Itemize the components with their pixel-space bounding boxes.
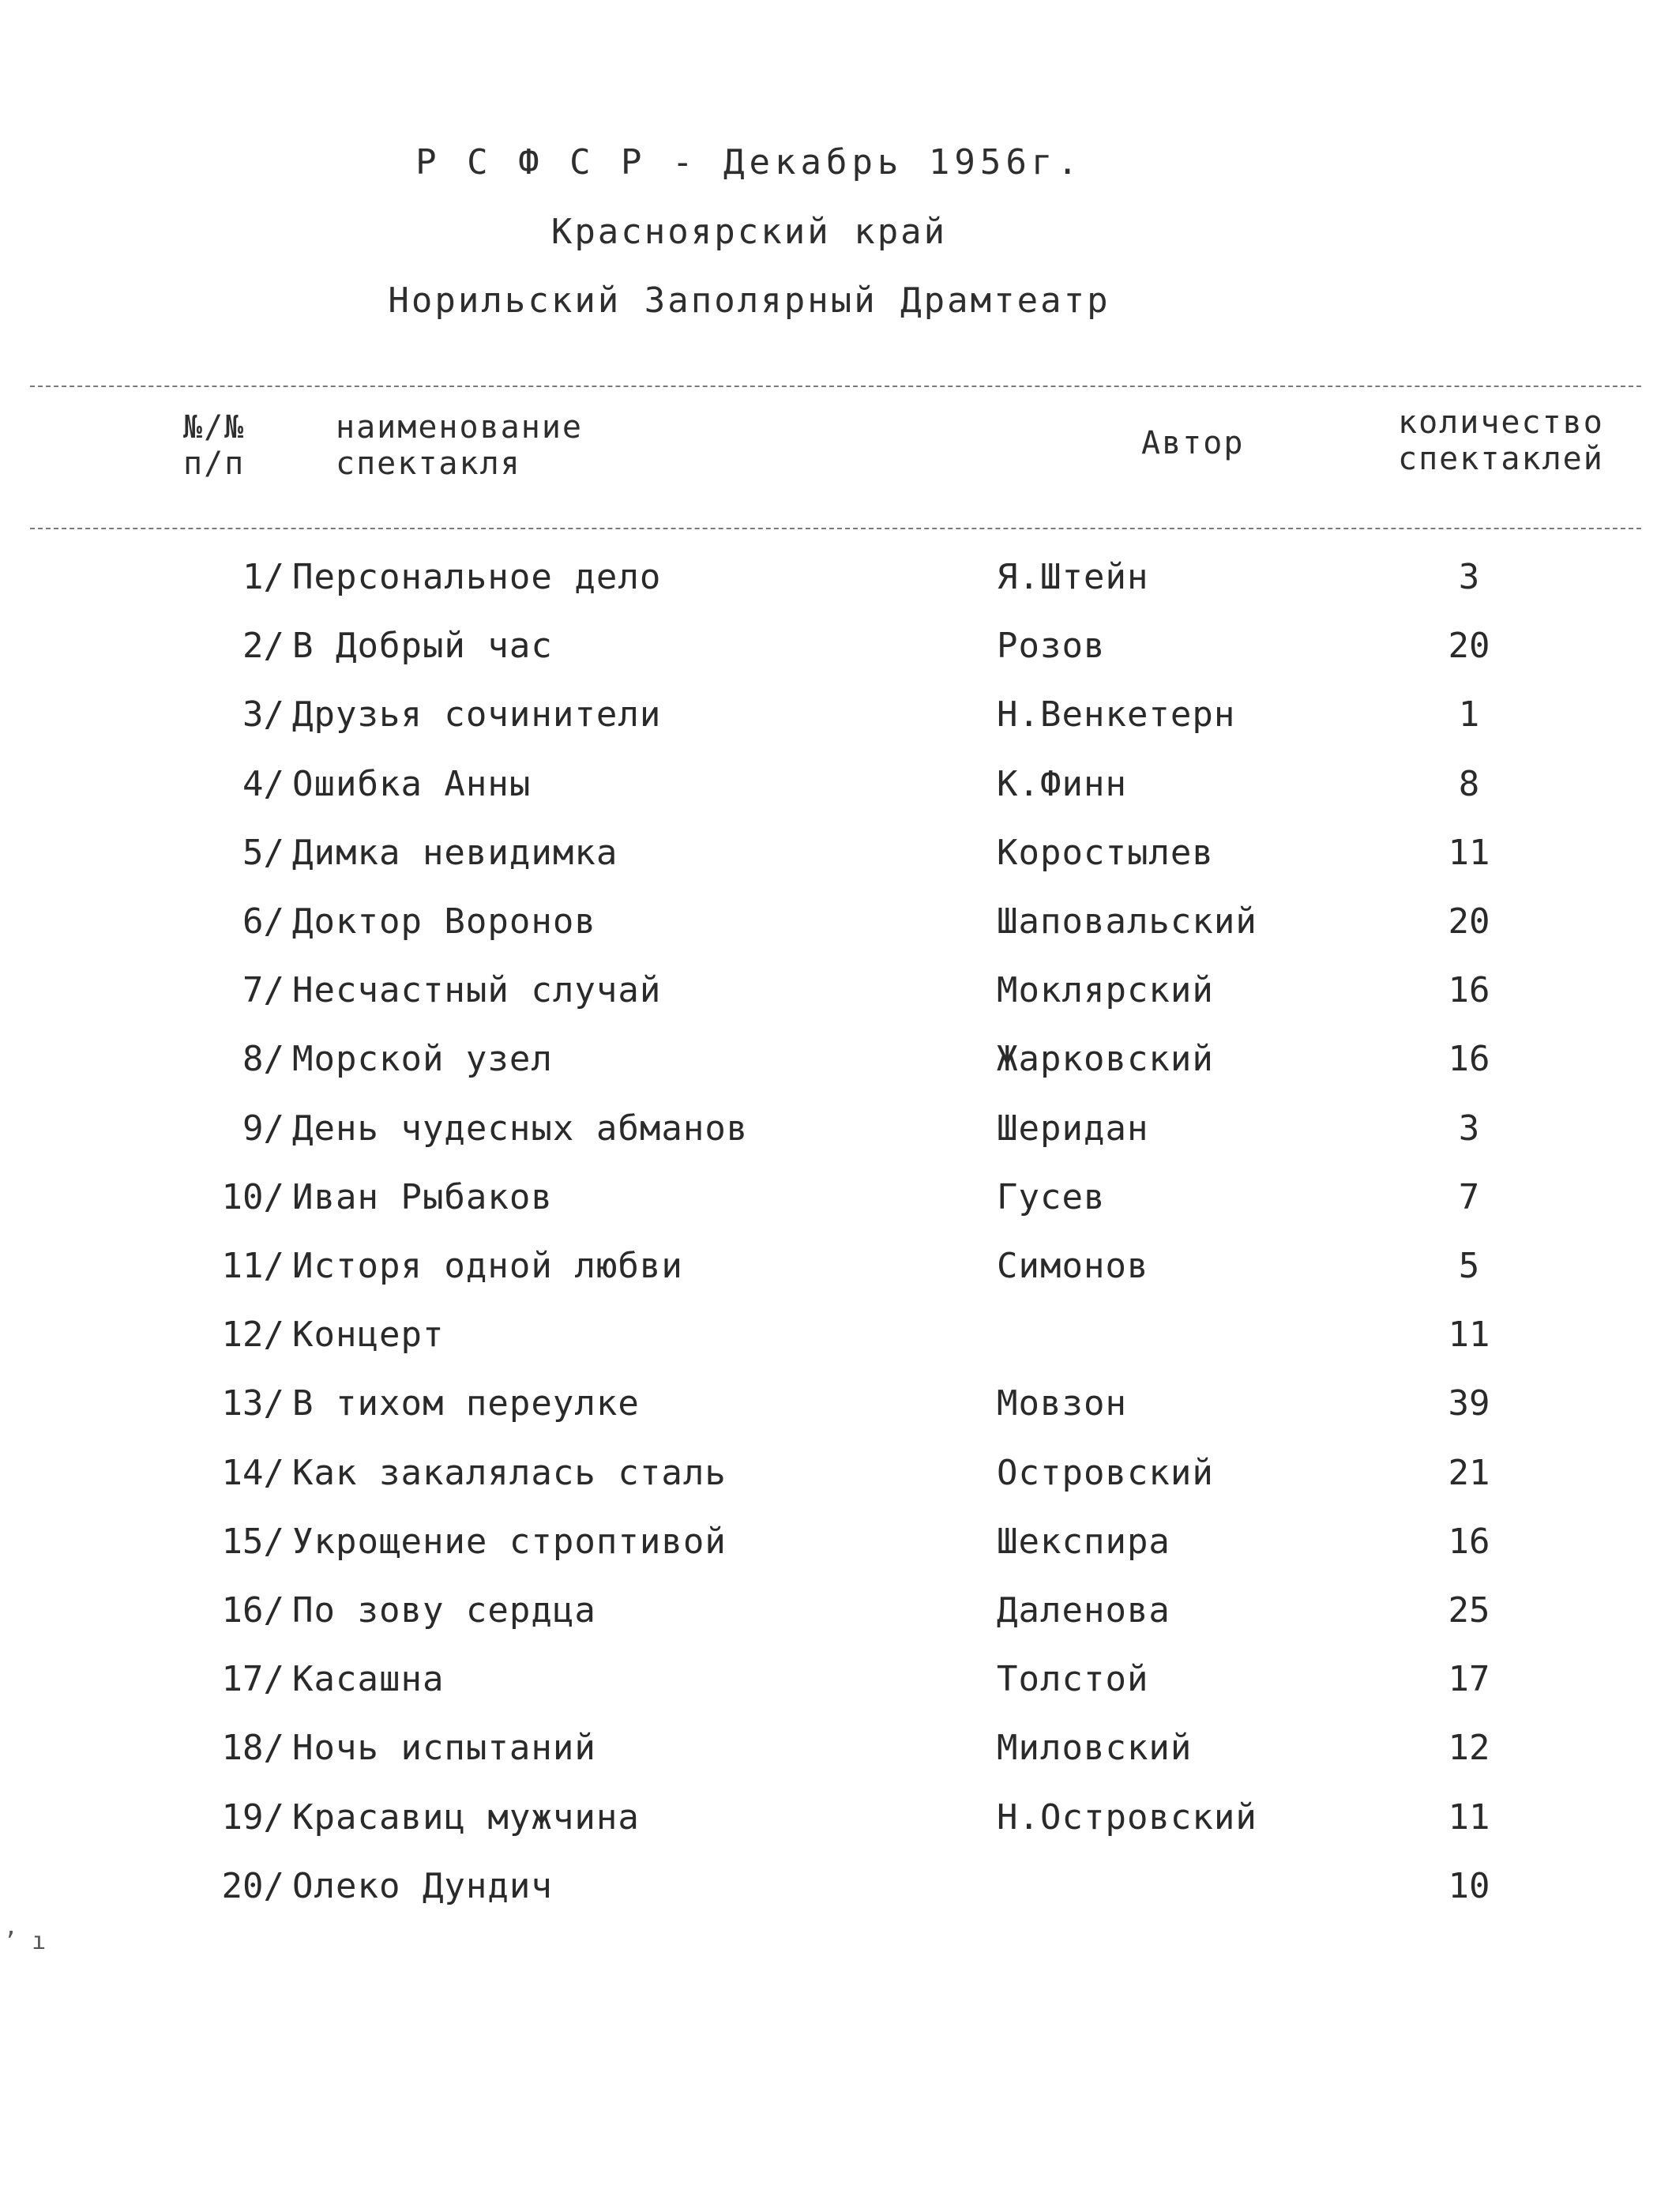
row-title: Укрощение строптивой (292, 1521, 727, 1562)
row-author: Гусев (997, 1176, 1106, 1217)
row-count: 7 (1458, 1176, 1480, 1217)
row-number: 11/ (221, 1246, 284, 1286)
row-author: Мовзон (997, 1383, 1127, 1424)
row-count: 20 (1448, 626, 1490, 667)
row-author: Миловский (997, 1728, 1193, 1769)
column-header-author: Автор (1141, 425, 1245, 461)
row-title: По зову сердца (292, 1590, 596, 1631)
table-row (0, 1039, 1672, 1102)
row-title: Исторя одной любви (292, 1246, 683, 1286)
row-number: 6/ (242, 901, 284, 942)
row-number: 14/ (221, 1452, 284, 1493)
table-row (0, 1659, 1672, 1722)
table-row (0, 1728, 1672, 1791)
table-row (0, 970, 1672, 1033)
column-header-number (183, 409, 278, 482)
table-top-rule (30, 386, 1641, 387)
table-row (0, 833, 1672, 896)
row-author: Островский (997, 1452, 1214, 1493)
table-row (0, 626, 1672, 689)
row-author: Н.Островский (997, 1796, 1257, 1838)
row-author: Моклярский (997, 970, 1214, 1011)
table-row (0, 1866, 1672, 1929)
column-header-count (1398, 404, 1635, 477)
table-row (0, 901, 1672, 965)
column-header-number-line2: п/п (183, 446, 246, 482)
row-number: 20/ (221, 1865, 284, 1906)
row-title: В тихом переулке (292, 1383, 640, 1424)
row-count: 3 (1458, 557, 1480, 597)
row-number: 19/ (221, 1796, 284, 1838)
document-title: Р С Ф С Р - Декабрь 1956г. (415, 142, 1083, 182)
row-number: 18/ (221, 1728, 284, 1769)
table-row (0, 557, 1672, 620)
row-title: Друзья сочинители (292, 694, 662, 735)
row-count: 20 (1448, 901, 1490, 942)
column-header-number-line1: №/№ (183, 409, 246, 446)
row-author: К.Финн (997, 763, 1127, 804)
column-header-title-line2: спектакля (336, 446, 521, 482)
row-author: Н.Венкетерн (997, 694, 1236, 735)
row-count: 11 (1448, 1796, 1490, 1838)
row-count: 25 (1448, 1590, 1490, 1631)
row-number: 1/ (242, 557, 284, 597)
row-count: 17 (1448, 1659, 1490, 1700)
row-title: Иван Рыбаков (292, 1176, 553, 1217)
document-organization: Норильский Заполярный Драмтеатр (388, 280, 1110, 321)
row-count: 21 (1448, 1452, 1490, 1493)
row-number: 9/ (242, 1108, 284, 1149)
row-title: В Добрый час (292, 626, 553, 667)
table-row (0, 1177, 1672, 1240)
row-title: Касашна (292, 1659, 445, 1700)
row-number: 5/ (242, 832, 284, 873)
table-row (0, 1315, 1672, 1378)
row-count: 8 (1458, 763, 1480, 804)
row-author: Даленова (997, 1590, 1170, 1631)
row-count: 1 (1458, 694, 1480, 735)
row-title: Ночь испытаний (292, 1728, 596, 1769)
row-number: 8/ (242, 1039, 284, 1080)
row-number: 4/ (242, 763, 284, 804)
column-header-title (336, 409, 731, 482)
row-count: 39 (1448, 1383, 1490, 1424)
row-title: Красавиц мужчина (292, 1796, 640, 1838)
column-header-title-line1: наименование (336, 409, 583, 446)
column-header-count-line1: количество (1398, 404, 1604, 441)
row-title: Концерт (292, 1315, 445, 1356)
table-row (0, 1108, 1672, 1172)
row-number: 7/ (242, 970, 284, 1011)
row-title: Доктор Воронов (292, 901, 596, 942)
row-title: Несчастный случай (292, 970, 662, 1011)
document-region: Красноярский край (550, 212, 948, 252)
row-title: Ошибка Анны (292, 763, 532, 804)
row-title: Олеко Дундич (292, 1865, 553, 1906)
table-row (0, 1453, 1672, 1516)
row-author: Розов (997, 626, 1106, 667)
row-title: Димка невидимка (292, 832, 618, 873)
row-count: 11 (1448, 832, 1490, 873)
row-title: Морской узел (292, 1039, 553, 1080)
row-author: Шаповальский (997, 901, 1257, 942)
table-row (0, 1797, 1672, 1860)
row-author: Толстой (997, 1659, 1149, 1700)
table-row (0, 1522, 1672, 1585)
row-title: Персональное дело (292, 557, 662, 597)
row-number: 13/ (221, 1383, 284, 1424)
row-count: 12 (1448, 1728, 1490, 1769)
row-number: 3/ (242, 694, 284, 735)
row-count: 5 (1458, 1246, 1480, 1286)
row-number: 12/ (221, 1315, 284, 1356)
table-row (0, 764, 1672, 827)
row-author: Шеридан (997, 1108, 1149, 1149)
row-author: Коростылев (997, 832, 1214, 873)
row-number: 15/ (221, 1521, 284, 1562)
row-count: 10 (1448, 1865, 1490, 1906)
table-row (0, 1590, 1672, 1653)
row-author: Симонов (997, 1246, 1149, 1286)
row-author: Я.Штейн (997, 557, 1149, 597)
row-author: Шекспира (997, 1521, 1170, 1562)
table-row (0, 1383, 1672, 1446)
row-count: 16 (1448, 1039, 1490, 1080)
row-count: 16 (1448, 970, 1490, 1011)
row-count: 11 (1448, 1315, 1490, 1356)
table-row (0, 1246, 1672, 1309)
row-number: 2/ (242, 626, 284, 667)
row-author: Жарковский (997, 1039, 1214, 1080)
table-row (0, 694, 1672, 758)
row-title: День чудесных абманов (292, 1108, 749, 1149)
margin-mark: ’ ı (3, 1928, 47, 1955)
row-count: 16 (1448, 1521, 1490, 1562)
row-number: 10/ (221, 1176, 284, 1217)
row-count: 3 (1458, 1108, 1480, 1149)
row-number: 17/ (221, 1659, 284, 1700)
row-number: 16/ (221, 1590, 284, 1631)
row-title: Как закалялась сталь (292, 1452, 727, 1493)
table-header-rule (30, 528, 1641, 529)
column-header-count-line2: спектаклей (1398, 441, 1604, 477)
